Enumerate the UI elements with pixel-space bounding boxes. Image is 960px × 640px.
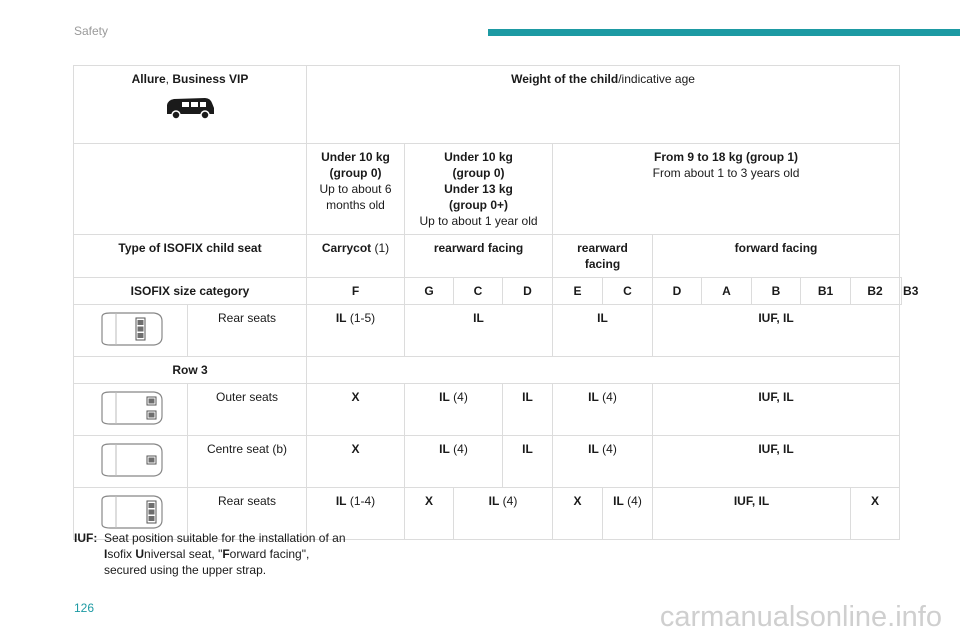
value-cell: IL (4) (454, 488, 553, 540)
seat-diagram-cell (74, 305, 188, 357)
trim-business-vip: Business VIP (172, 72, 249, 86)
van-side-icon (164, 95, 216, 121)
group-0-infant-cell: Under 10 kg (group 0) Up to about 6 months old (307, 144, 405, 235)
seat-diagram-cell (74, 436, 188, 488)
section-title: Safety (74, 24, 109, 38)
size-cell: D (653, 278, 702, 305)
value-cell: IL (503, 436, 553, 488)
type-forward: forward facing (653, 235, 900, 278)
value-cell: IL (4) (553, 436, 653, 488)
size-cell: C (603, 278, 653, 305)
row3-label: Row 3 (74, 357, 307, 384)
value-cell: IL (4) (553, 384, 653, 436)
value-cell: IL (1-5) (307, 305, 405, 357)
size-cell: C (454, 278, 503, 305)
seat-type-row (74, 235, 902, 278)
iuf-note (74, 530, 354, 578)
value-cell: IL (4) (603, 488, 653, 540)
isofix-table (73, 65, 919, 540)
row3-outer-seats-row (74, 384, 902, 436)
car-top-view-centre-icon (96, 440, 166, 480)
empty-cell (74, 144, 307, 235)
type-label: Type of ISOFIX child seat (74, 235, 307, 278)
size-cell: E (553, 278, 603, 305)
seat-label: Centre seat (b) (188, 436, 307, 488)
size-cell: B2 (851, 278, 900, 305)
page-number: 126 (74, 601, 95, 615)
value-cell: IL (4) (405, 384, 503, 436)
empty-cell (307, 357, 900, 384)
weight-groups-row (74, 144, 902, 235)
value-cell: IUF, IL (653, 384, 900, 436)
value-cell: IL (405, 305, 553, 357)
car-top-view-row3-rear-icon (96, 492, 166, 532)
seat-diagram-cell (74, 384, 188, 436)
value-cell: IUF, IL (653, 488, 851, 540)
value-cell: X (307, 436, 405, 488)
row2-rear-seats-row (74, 305, 902, 357)
size-label: ISOFIX size category (74, 278, 307, 305)
vehicle-trim-cell (74, 66, 307, 144)
watermark: carmanualsonline.info (659, 601, 942, 633)
value-cell: X (307, 384, 405, 436)
seat-label: Outer seats (188, 384, 307, 436)
value-cell: IL (553, 305, 653, 357)
seat-label: Rear seats (188, 488, 307, 540)
size-cell: G (405, 278, 454, 305)
value-cell: IL (503, 384, 553, 436)
type-rearward: rearward facing (405, 235, 553, 278)
row3-label-row (74, 357, 902, 384)
value-cell: X (405, 488, 454, 540)
row3-centre-seat-row (74, 436, 902, 488)
trim-allure: Allure (131, 72, 166, 86)
vehicle-header-row (74, 66, 902, 144)
type-carrycot: Carrycot (1) (307, 235, 405, 278)
value-cell: X (851, 488, 900, 540)
trim-separator: , (165, 72, 173, 86)
size-cell: B (752, 278, 801, 305)
value-cell: IL (4) (405, 436, 503, 488)
iuf-note-text: Seat position suitable for the installation of an Isofix Universal seat, "Forward facing", secured using the upper strap. (104, 531, 346, 577)
value-cell: X (553, 488, 603, 540)
group-0-plus-cell: Under 10 kg (group 0) Under 13 kg (group 0+) Up to about 1 year old (405, 144, 553, 235)
value-cell: IUF, IL (653, 305, 900, 357)
size-cell: A (702, 278, 752, 305)
weight-header-cell: Weight of the child/indicative age (307, 66, 900, 144)
group-1-cell: From 9 to 18 kg (group 1) From about 1 to 3 years old (553, 144, 900, 235)
size-cell: B1 (801, 278, 851, 305)
size-category-row (74, 278, 902, 305)
header-accent-bar (488, 29, 960, 36)
type-rearward-2: rearward facing (553, 235, 653, 278)
seat-label: Rear seats (188, 305, 307, 357)
size-cell: F (307, 278, 405, 305)
value-cell: IUF, IL (653, 436, 900, 488)
value-cell: IL (1-4) (307, 488, 405, 540)
size-cell: D (503, 278, 553, 305)
car-top-view-outer-icon (96, 388, 166, 428)
size-cell: B3 (900, 278, 902, 305)
car-top-view-row2-icon (96, 309, 166, 349)
iuf-note-term: IUF: (74, 531, 98, 545)
